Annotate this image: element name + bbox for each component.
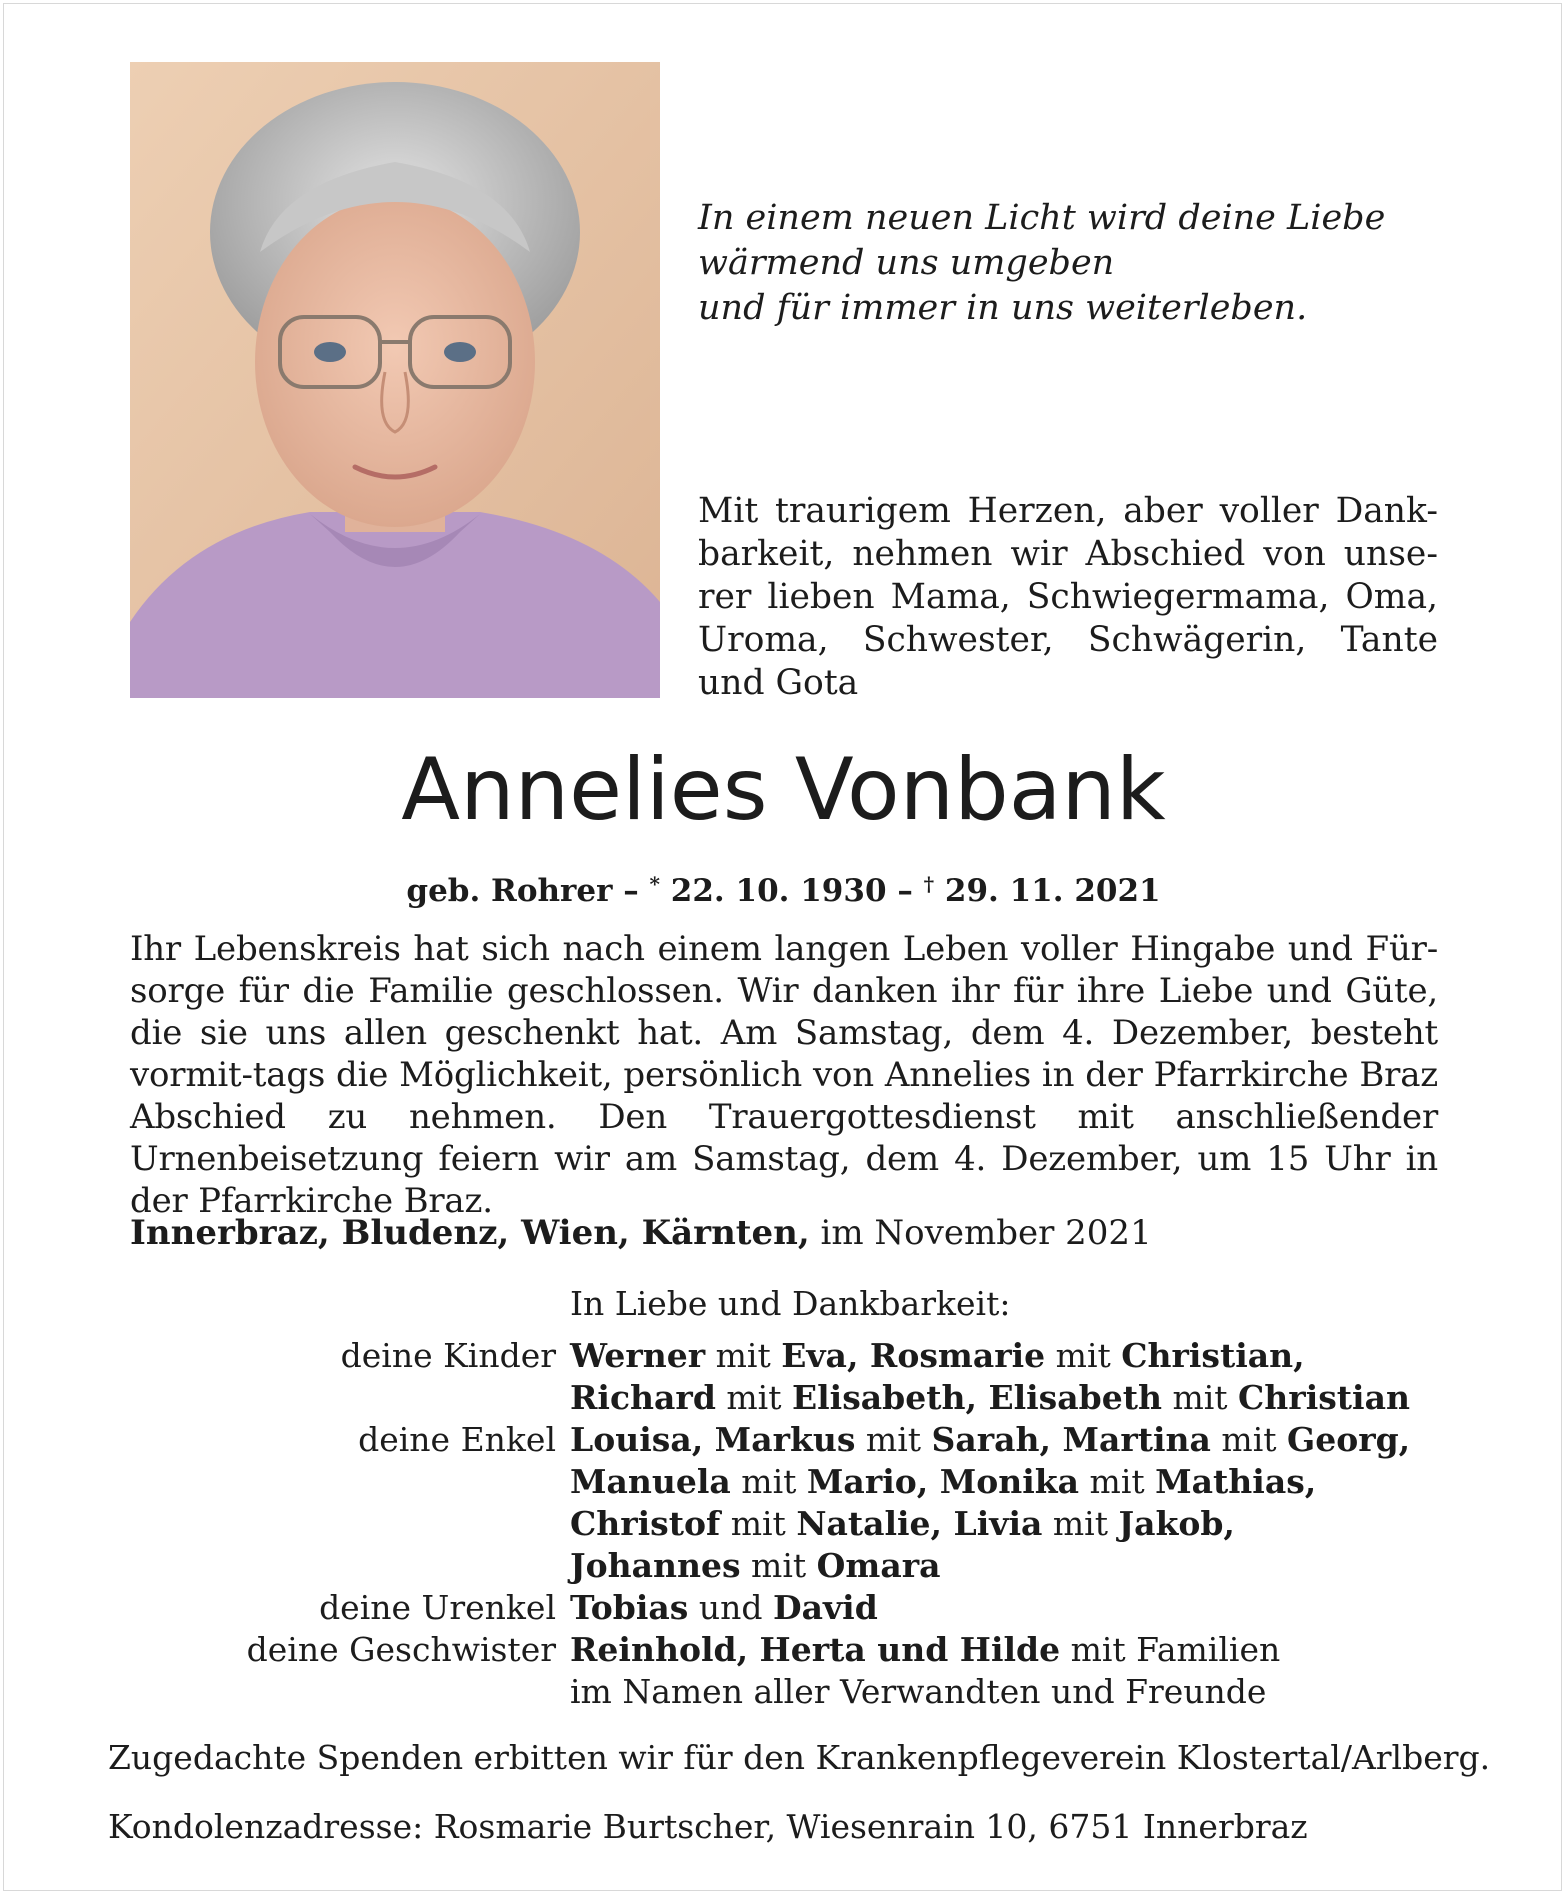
family-member-name: Christian, <box>1121 1336 1305 1375</box>
places-line <box>130 1212 1430 1254</box>
family-relation: deine Geschwister <box>246 1630 556 1669</box>
family-connector: mit <box>705 1336 782 1375</box>
family-connector: mit <box>1079 1462 1156 1501</box>
quote-line: In einem neuen Licht wird deine Liebe <box>698 198 1386 238</box>
family-line <box>570 1545 1450 1587</box>
family-member-name: Georg, <box>1287 1420 1411 1459</box>
family-names <box>570 1587 1450 1629</box>
family-member-name: Elisabeth, Elisabeth <box>791 1378 1162 1417</box>
condolence-address: Kondolenzadresse: Rosmarie Burtscher, Wiesenrain 10, 6751 Innerbraz <box>108 1807 1308 1846</box>
family-line <box>570 1461 1450 1503</box>
family-member-name: Johannes <box>570 1546 741 1585</box>
family-group <box>130 1629 1450 1713</box>
family-member-name: Sarah, Martina <box>931 1420 1211 1459</box>
family-member-name: David <box>772 1588 878 1627</box>
family-connector: mit <box>720 1504 797 1543</box>
death-symbol: † <box>923 872 935 896</box>
family-line <box>570 1419 1450 1461</box>
family-member-name: Manuela <box>570 1462 731 1501</box>
donation-note: Zugedachte Spenden erbitten wir für den Krankenpflegeverein Klostertal/Arlberg. <box>108 1738 1491 1777</box>
family-line <box>570 1587 1450 1629</box>
family-connector: im Namen aller Verwandten und Freunde <box>570 1672 1267 1711</box>
portrait-photo <box>130 62 660 698</box>
quote-line: und für immer in uns weiterleben. <box>698 288 1308 328</box>
family-connector: mit <box>1045 1336 1122 1375</box>
portrait-illustration <box>130 62 660 698</box>
family-connector: mit <box>1210 1420 1288 1459</box>
birth-symbol: * <box>649 872 660 896</box>
family-member-name: Omara <box>816 1546 941 1585</box>
family-member-name: Eva, Rosmarie <box>781 1336 1046 1375</box>
family-list <box>130 1335 1450 1713</box>
family-member-name: Jakob, <box>1118 1504 1235 1543</box>
memorial-quote <box>698 196 1418 331</box>
date-separator: – <box>623 873 639 909</box>
family-line <box>570 1377 1450 1419</box>
family-relation: deine Enkel <box>358 1420 556 1459</box>
places-names: Innerbraz, Bludenz, Wien, Kärnten, <box>130 1213 810 1253</box>
family-line <box>570 1629 1450 1671</box>
family-member-name: Mario, Monika <box>806 1462 1080 1501</box>
quote-line: wärmend uns umgeben <box>698 243 1115 283</box>
family-member-name: Natalie, Livia <box>796 1504 1043 1543</box>
death-date: 29. 11. 2021 <box>944 873 1161 909</box>
family-member-name: Richard <box>570 1378 716 1417</box>
family-connector: mit Familien <box>1060 1630 1281 1669</box>
family-group <box>130 1587 1450 1629</box>
life-dates <box>0 864 1567 911</box>
family-connector: und <box>688 1588 773 1627</box>
family-connector: mit <box>855 1420 932 1459</box>
family-names <box>570 1419 1450 1587</box>
family-connector: mit <box>715 1378 792 1417</box>
family-connector: mit <box>730 1462 807 1501</box>
family-member-name: Werner <box>570 1336 706 1375</box>
family-group <box>130 1419 1450 1587</box>
family-connector: mit <box>1042 1504 1119 1543</box>
family-names <box>570 1335 1450 1419</box>
maiden-name: geb. Rohrer <box>406 873 613 909</box>
intro-text: Mit traurigem Herzen, aber voller Dank-barkeit, nehmen wir Abschied von unse-rer lieben Mama, Schwiegermama, Oma, Uroma, Schwester, Schwägerin, Tante und Gota <box>698 491 1438 703</box>
places-date: im November 2021 <box>809 1213 1152 1253</box>
family-member-name: Reinhold, Herta und Hilde <box>570 1630 1061 1669</box>
birth-date: 22. 10. 1930 <box>670 873 887 909</box>
family-member-name: Christof <box>570 1504 721 1543</box>
body-text: Ihr Lebenskreis hat sich nach einem langen Leben voller Hingabe und Für-sorge für die Familie geschlossen. Wir danken ihr für ihre Liebe und Güte, die sie uns allen geschenkt hat. Am Samstag, dem 4. Dezember, besteht vormit-tags die Möglichkeit, persönlich von Annelies in der Pfarrkirche Braz Abschied zu nehmen. Den Trauergottesdienst mit anschließender Urnenbeisetzung feiern wir am Samstag, dem 4. Dezember, um 15 Uhr in der Pfarrkirche Braz. <box>130 929 1438 1221</box>
family-names <box>570 1629 1450 1713</box>
family-relation: deine Urenkel <box>319 1588 556 1627</box>
family-member-name: Louisa, Markus <box>570 1420 856 1459</box>
family-member-name: Mathias, <box>1155 1462 1317 1501</box>
family-member-name: Christian <box>1238 1378 1410 1417</box>
family-line <box>570 1671 1450 1713</box>
family-relation: deine Kinder <box>340 1336 556 1375</box>
family-connector: mit <box>740 1546 817 1585</box>
date-separator: – <box>897 873 913 909</box>
thanks-line: In Liebe und Dankbarkeit: <box>570 1284 1011 1323</box>
family-connector: mit <box>1161 1378 1239 1417</box>
family-line <box>570 1503 1450 1545</box>
deceased-name: Annelies Vonbank <box>401 740 1166 840</box>
family-group <box>130 1335 1450 1419</box>
family-member-name: Tobias <box>570 1588 689 1627</box>
family-line <box>570 1335 1450 1377</box>
